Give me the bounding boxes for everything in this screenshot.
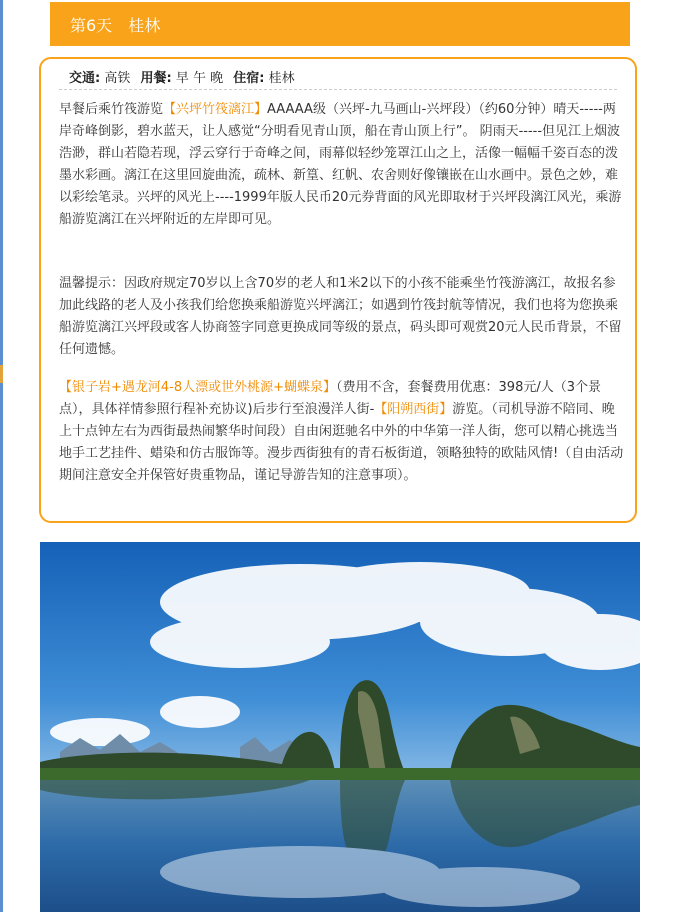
- lodging-value: 桂林: [268, 71, 295, 86]
- info-row: [69, 67, 301, 86]
- paragraph-reminder: [59, 273, 625, 361]
- day-city: 桂林: [128, 15, 161, 35]
- highlight-package-attractions: 【银子岩+遇龙河4-8人漂或世外桃源+蝴蝶泉】: [59, 380, 337, 395]
- transport-value: 高铁: [104, 71, 131, 86]
- lodging-label: 住宿:: [233, 71, 265, 86]
- left-edge-strip: [0, 0, 3, 912]
- para1-intro: 早餐后乘竹筏游览: [59, 102, 164, 117]
- meals-label: 用餐:: [140, 71, 172, 86]
- para2-body: 温馨提示：因政府规定70岁以上含70岁的老人和1米2以下的小孩不能乘坐竹筏游漓江，故报名参加此线路的老人及小孩我们给您换乘船游览兴坪漓江；如遇到竹筏封航等情况，我们也将为您换乘船游览漓江兴坪段或客人协商签字同意更换成同等级的景点，码头即可观赏20元人民币背景，不留任何遗憾。: [59, 276, 622, 357]
- day-number: 第6天: [70, 15, 113, 35]
- para1-body: AAAAA级（兴坪-九马画山-兴坪段）（约60分钟）晴天-----两岸奇峰倒影，碧水蓝天，让人感觉“分明看见青山顶，船在青山顶上行”。 阴雨天-----但见江上烟波浩渺，群山若隐若现，浮云穿行于奇峰之间，雨幕似轻纱笼罩江山之上，活像一幅幅千姿百态的泼墨水彩画。漓江在这里回旋曲流，疏林、新篁、红帆、农舍则好像镶嵌在山水画中。景色之妙，难以彩绘笔录。兴坪的风光上----1999年版人民币20元券背面的风光即取材于兴坪段漓江风光，乘游船游览漓江在兴坪附近的左岸即可见。: [59, 102, 622, 227]
- divider: [59, 89, 617, 90]
- highlight-xingping-bamboo-raft: 【兴坪竹筏漓江】: [163, 102, 268, 117]
- paragraph-li-river: [59, 99, 625, 231]
- itinerary-box: [39, 57, 637, 523]
- para3-body-2: 游览。（司机导游不陪同、晚上十点钟左右为西街最热闹繁华时间段）自由闲逛驰名中外的中华第一洋人街，您可以精心挑选当地手工艺挂件、蜡染和仿古服饰等。漫步西街独有的青石板街道，领略独特的欧陆风情!（自由活动期间注意安全并保管好贵重物品，谨记导游告知的注意事项）。: [59, 402, 624, 483]
- li-river-landscape-photo: [40, 542, 640, 912]
- transport-label: 交通:: [69, 71, 101, 86]
- day-header: [50, 2, 630, 46]
- paragraph-yangshuo: [59, 377, 625, 487]
- para3-body-1: （费用不含，套餐费用优惠：398元/人（3个景点），具体祥情参照行程补充协议)后步行至浪漫洋人街-: [59, 380, 601, 417]
- meals-value: 早 午 晚: [175, 71, 224, 86]
- highlight-west-street: 【阳朔西街】: [374, 402, 453, 417]
